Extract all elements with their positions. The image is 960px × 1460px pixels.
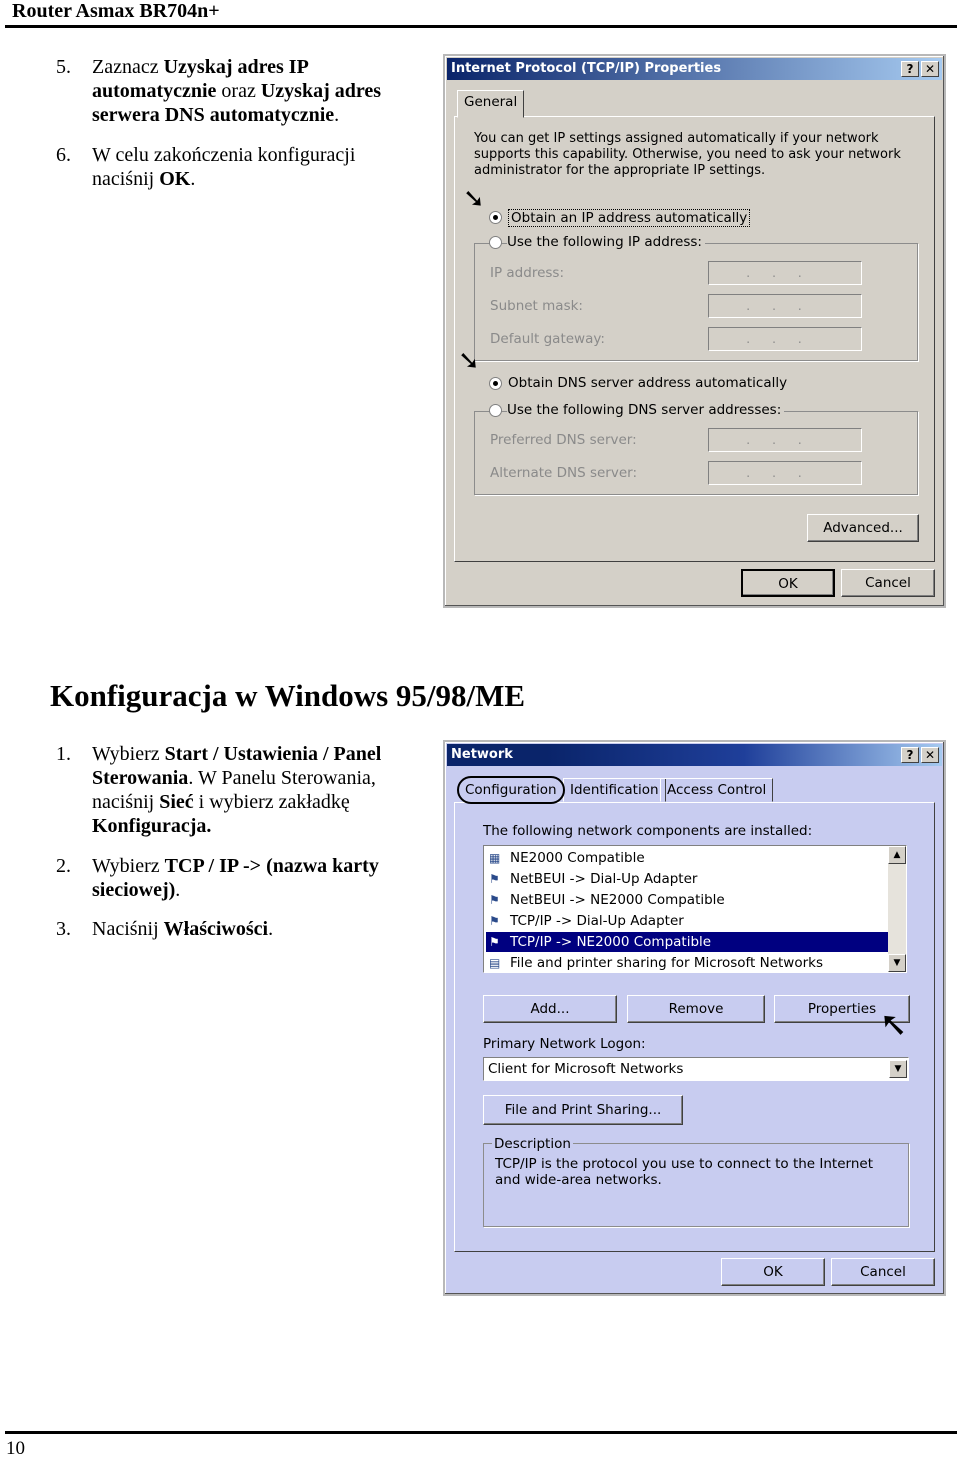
tab-general[interactable]: General: [457, 90, 524, 118]
component-label: TCP/IP -> NE2000 Compatible: [510, 934, 712, 950]
dialog-titlebar[interactable]: [447, 744, 942, 766]
tab-access-control[interactable]: Access Control: [660, 778, 773, 802]
component-list-item[interactable]: [486, 953, 906, 973]
preferred-dns-label: Preferred DNS server:: [490, 432, 637, 448]
protocol-icon: ⚑: [489, 893, 500, 907]
step-number: 1.: [56, 743, 71, 765]
section-title: Konfiguracja w Windows 95/98/ME: [50, 678, 526, 713]
plain-text: . W Panelu Sterowania, naciśnij: [92, 767, 376, 813]
network-card-icon: ▦: [489, 851, 501, 865]
component-label: NetBEUI -> NE2000 Compatible: [510, 892, 725, 908]
ok-button[interactable]: OK: [741, 569, 835, 597]
footer-rule: [5, 1431, 957, 1434]
intro-text: You can get IP settings assigned automatically if your network supports this capability. Otherwise, you need to ask your network administrator for the appropriate IP settings.: [474, 131, 901, 178]
step-3: [56, 917, 416, 941]
tab-identification[interactable]: Identification: [563, 778, 666, 802]
step-text: [92, 854, 412, 902]
remove-button[interactable]: Remove: [627, 995, 765, 1023]
dialog-title: Internet Protocol (TCP/IP) Properties: [451, 61, 722, 76]
cancel-button[interactable]: Cancel: [831, 1258, 935, 1286]
network-dialog: [443, 740, 946, 1296]
component-label: NE2000 Compatible: [510, 850, 645, 866]
components-list[interactable]: [483, 845, 907, 973]
protocol-icon: ⚑: [489, 914, 500, 928]
tcpip-properties-dialog: [443, 54, 946, 608]
alternate-dns-field[interactable]: ...: [708, 461, 862, 485]
obtain-dns-radio[interactable]: [489, 377, 502, 390]
step-5: [56, 55, 416, 127]
plain-text: .: [190, 168, 196, 190]
plain-text: .: [334, 104, 340, 126]
service-icon: ▤: [489, 956, 501, 970]
primary-logon-select[interactable]: [483, 1057, 909, 1081]
component-list-item[interactable]: [486, 848, 906, 868]
file-print-sharing-button[interactable]: File and Print Sharing...: [483, 1095, 683, 1125]
alternate-dns-label: Alternate DNS server:: [490, 465, 638, 481]
plain-text: i wybierz zakładkę: [193, 791, 350, 813]
step-text: [92, 917, 412, 941]
dialog-title: Network: [451, 747, 513, 762]
pointer-arrow-icon: ➘: [879, 1005, 908, 1045]
component-label: NetBEUI -> Dial-Up Adapter: [510, 871, 698, 887]
emphasis-text: Start / Ustawienia / Panel Sterowania: [92, 743, 382, 789]
help-button[interactable]: ?: [901, 61, 919, 77]
components-label: The following network components are installed:: [483, 823, 813, 839]
obtain-ip-radio[interactable]: [489, 211, 502, 224]
component-label: File and printer sharing for Microsoft Networks: [510, 955, 823, 971]
primary-logon-value: Client for Microsoft Networks: [488, 1061, 684, 1077]
step-text: [92, 143, 392, 191]
emphasis-text: Uzyskaj adres IP automatycznie: [92, 56, 308, 102]
plain-text: Naciśnij: [92, 918, 164, 940]
plain-text: Wybierz: [92, 855, 165, 877]
emphasis-text: Uzyskaj adres serwera DNS automatycznie: [92, 80, 382, 126]
advanced-button[interactable]: Advanced...: [807, 514, 919, 542]
ip-address-label: IP address:: [490, 265, 564, 281]
use-following-ip-label[interactable]: Use the following IP address:: [507, 234, 705, 250]
preferred-dns-field[interactable]: ...: [708, 428, 862, 452]
emphasis-text: Właściwości: [163, 918, 269, 940]
plain-text: .: [268, 918, 274, 940]
use-following-dns-label[interactable]: Use the following DNS server addresses:: [507, 402, 784, 418]
page-number: 10: [6, 1438, 25, 1459]
general-tab-panel: [454, 116, 935, 562]
scroll-down-icon[interactable]: ▼: [888, 954, 906, 972]
step-number: 2.: [56, 855, 71, 877]
plain-text: W celu zakończenia konfiguracji naciśnij: [92, 144, 356, 190]
obtain-ip-label[interactable]: Obtain an IP address automatically: [508, 209, 750, 227]
dialog-titlebar[interactable]: [447, 58, 942, 80]
step-2: [56, 854, 416, 902]
subnet-mask-field[interactable]: ...: [708, 294, 862, 318]
step-text: [92, 742, 412, 838]
scroll-up-icon[interactable]: ▲: [888, 846, 906, 864]
component-label: TCP/IP -> Dial-Up Adapter: [510, 913, 684, 929]
plain-text: Zaznacz: [92, 56, 164, 78]
description-label: Description: [494, 1136, 571, 1152]
configuration-tab-panel: [454, 802, 935, 1252]
tab-configuration[interactable]: Configuration: [457, 776, 565, 804]
component-list-item[interactable]: [486, 932, 907, 952]
emphasis-text: Sieć: [159, 791, 194, 813]
step-number: 3.: [56, 918, 71, 940]
document-header-title: Router Asmax BR704n+: [12, 0, 220, 22]
primary-logon-label: Primary Network Logon:: [483, 1036, 646, 1052]
header-rule: [5, 25, 957, 28]
subnet-mask-label: Subnet mask:: [490, 298, 583, 314]
default-gateway-field[interactable]: ...: [708, 327, 862, 351]
plain-text: .: [175, 879, 181, 901]
step-text: [92, 55, 412, 127]
emphasis-text: TCP / IP -> (nazwa karty sieciowej): [92, 855, 379, 901]
chevron-down-icon[interactable]: ▼: [889, 1060, 907, 1078]
cancel-button[interactable]: Cancel: [841, 569, 935, 597]
pointer-arrow-icon: ➘: [458, 346, 480, 376]
step-1: [56, 742, 416, 838]
step-number: 5.: [56, 56, 71, 78]
use-following-ip-radio[interactable]: [489, 236, 502, 249]
plain-text: oraz: [216, 80, 261, 102]
emphasis-text: Konfiguracja.: [92, 815, 212, 837]
protocol-icon: ⚑: [489, 935, 500, 949]
protocol-icon: ⚑: [489, 872, 500, 886]
step-number: 6.: [56, 144, 71, 166]
ok-button[interactable]: OK: [721, 1258, 825, 1286]
close-button[interactable]: ✕: [921, 747, 939, 763]
step-6: [56, 143, 416, 191]
plain-text: Wybierz: [92, 743, 165, 765]
description-text: TCP/IP is the protocol you use to connect to the Internet and wide-area networks.: [495, 1156, 873, 1188]
component-list-item[interactable]: [486, 869, 906, 889]
properties-button[interactable]: Properties: [774, 995, 910, 1023]
emphasis-text: OK: [159, 168, 191, 190]
use-following-dns-radio[interactable]: [489, 404, 502, 417]
obtain-dns-label[interactable]: Obtain DNS server address automatically: [508, 375, 788, 391]
ip-address-field[interactable]: ...: [708, 261, 862, 285]
add-button[interactable]: Add...: [483, 995, 617, 1023]
pointer-arrow-icon: ➘: [463, 184, 485, 214]
help-button[interactable]: ?: [901, 747, 919, 763]
components-scrollbar[interactable]: [888, 846, 906, 972]
component-list-item[interactable]: [486, 911, 906, 931]
close-button[interactable]: ✕: [921, 61, 939, 77]
default-gateway-label: Default gateway:: [490, 331, 605, 347]
component-list-item[interactable]: [486, 890, 906, 910]
